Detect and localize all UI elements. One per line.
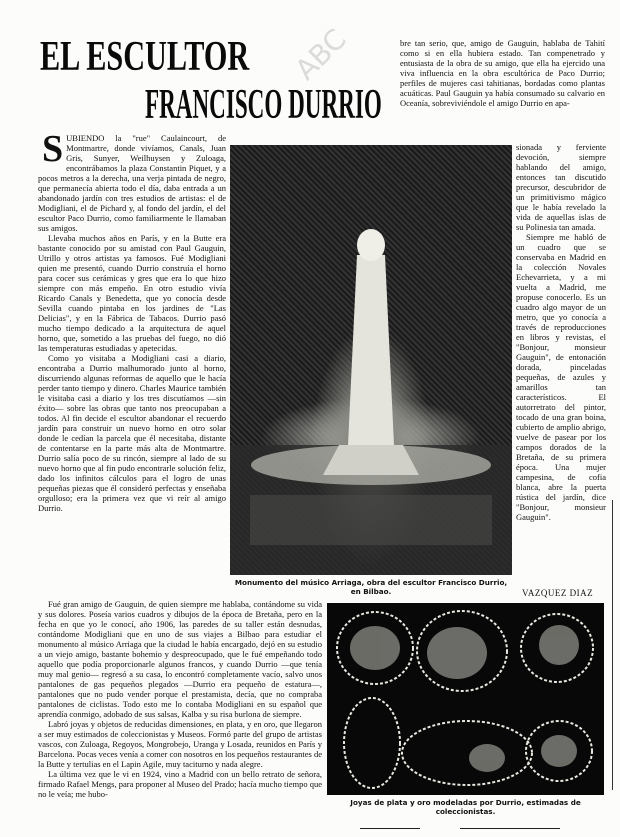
jewels-photo <box>327 603 604 795</box>
paragraph: Como yo visitaba a Modigliani casi a diario, encontraba a Durrio malhumorado junto al horno, discurriendo algunas reformas de aquello que le hacía perder tanto tiempo y dinero. Charles Maurice también le visitaba casi a diario y los tres discutíamos —sin éxito— sobre las obras que tanto nos preocupaban a todos. Al fin decide el escultor abandonar el recuerdo jardín para construir un nuevo horno en otro solar donde le cedían la parcela que él necesitaba, distante de contentarse en la parte más alta de Montmartre. Durrio salía poco de su rincón, siempre al lado de su nuevo horno que al fin pudo encontrarle solución feliz, dado los infinitos cálculos para el logro de unas pequeñas piezas que él consideró perfectas y enseñaba orgulloso; era la primera vez que vi reír al amigo Durrio. <box>38 353 226 513</box>
headline-line-1: EL ESCULTOR <box>40 34 250 80</box>
column-right-narrow <box>516 142 606 522</box>
author-signature: VAZQUEZ DIAZ <box>522 588 594 598</box>
divider <box>612 500 613 790</box>
headline-line-2: FRANCISCO DURRIO <box>145 82 382 128</box>
paragraph: Llevaba muchos años en París, y en la Butte era bastante conocido por su amistad con Paul Gauguin, Utrillo y otros artistas ya famosos. Fué Modigliani quien me presentó, cuando Durrio construía el horno para cocer sus cerámicas y gres que era lo que hizo siempre con más empeño. En otro estudio vivía Ricardo Canals y Benedetta, que yo conocía desde Sevilla cuando pintaba en los jardines de "Las Delicias", y en la Fábrica de Tabacos. Durrio pasó mucho tiempo dedicado a la arquitectura de aquel horno, que, sometido a las pruebas del fuego, no dió las temperaturas estudiadas y apetecidas. <box>38 233 226 353</box>
monument-photo <box>230 145 512 575</box>
paragraph: bre tan serio, que, amigo de Gauguin, hablaba de Tahití como si en ella hubiera estado. Tan compenetrado y entusiasta de la obra de su amigo, que ella ha ejercido una viva influencia en la obra escultórica de Paco Durrio; perfiles de mujeres casi tahitianas, bordadas como plantas acuáticas. Paul Gauguin ya había consumado su calvario en Oceanía, sobreviviéndole el amigo Durrio en apa- <box>400 38 605 108</box>
paragraph: La última vez que le vi en 1924, vino a Madrid con un bello retrato de señora, firmado Rafael Mengs, para proponer al Museo del Prado; hacía mucho tiempo que no le veía; me hubo- <box>38 769 322 799</box>
watermark: ABC <box>288 22 353 87</box>
paragraph: Labró joyas y objetos de reducidas dimensiones, en plata, y en oro, que llegaron a ser muy estimados de coleccionistas y Museos. Formó parte del grupo de artistas vascos, con Zuloaga, Regoyos, Mongrobejo, Uranga y Losada, reunidos en París y Barcelona. Pocas veces venía a comer con nosotros en los pequeños restaurantes de la Butte y tertulias en el Lapin Agile, muy taciturno y nada alegre. <box>38 719 322 769</box>
paragraph-text: UBIENDO la "rue" Caulaincourt, de Montmartre, donde vivíamos, Canals, Juan Gris, Sunyer, Weilhuysen y Zuloaga, encontrábamos la plaza Constantin Piquet, y a pocos metros a la derecha, una verja pintada de negro, que permanecía abierta todo el día, daba entrada a un abandonado jardín con tres estudios de artistas: el de Modigliani, el de Pichard y, al fondo del jardín, el del escultor Paco Durrio, como familiarmente le llamaban sus amigos. <box>38 133 226 233</box>
column-lower <box>38 599 322 799</box>
jewels-caption: Joyas de plata y oro modeladas por Durrio, estimadas de coleccionistas. <box>350 798 581 816</box>
column-right-top <box>400 38 605 108</box>
jewels-image <box>327 603 604 795</box>
paragraph: Siempre me habló de un cuadro que se conservaba en Madrid en la colección Novales Echevarrieta, y a mi vuelta a Madrid, me propuse conocerlo. Es un cuadro algo mayor de un metro, que yo conocía a través de reproducciones en libros y revistas, el "Bonjour, monsieur Gauguin", de entonación dorada, pinceladas pequeñas, de azules y amarillos tan característicos. El autorretrato del pintor, tocado de una gran boina, cubierto de amplio abrigo, vuelve de pasear por los campos dorados de la Bretaña, de su primera época. Una mujer campesina, de cofia blanca, abre la puerta rústica del jardín, dice "Bonjour, monsieur Gauguin". <box>516 232 606 522</box>
monument-silhouette <box>230 145 512 575</box>
paragraph <box>38 128 226 233</box>
column-left-top <box>38 128 226 513</box>
paragraph: Fué gran amigo de Gauguin, de quien siempre me hablaba, contándome su vida y sus dolores. Poseía varios cuadros y dibujos de la época de Bretaña, pero en la fecha en que yo le conocí, año 1906, las paredes de su taller están desnudas, contándome Modigliani que en uno de sus viajes a Bilbao para estudiar el monumento al músico Arriaga que la ciudad le había encargado, dejó en su estudio a un viejo amigo, bastante bohemio y despreocupado, que le fué empeñando todo aquello que podía proporcionarle algunos francos, y cuando Durrio —que tenía muy mal genio— regresó a su casa, lo encontró completamente vacío, salvo unos pantalones de gas pequeños plegados —Durrio era pequeño de estatura—, pantalones que no pudo vender porque el prestamista, decía, que no compraba pantalones de ciclistas. Todo esto me lo contaba Modigliani en su español que aprendía conmigo, adobado de sus salsas, Kalba y su risa burlona de siempre. <box>38 599 322 719</box>
paragraph: sionada y ferviente devoción, siempre hablando del amigo, entonces tan discutido precursor, descubridor de un primitivismo mágico que le había revelado la vida de aquellas islas de su Polinesia tan amada. <box>516 142 606 232</box>
drop-cap: S <box>42 128 64 170</box>
monument-caption: Monumento del músico Arriaga, obra del escultor Francisco Durrio, en Bilbao. <box>234 578 508 596</box>
divider <box>360 828 420 829</box>
divider <box>460 828 560 829</box>
